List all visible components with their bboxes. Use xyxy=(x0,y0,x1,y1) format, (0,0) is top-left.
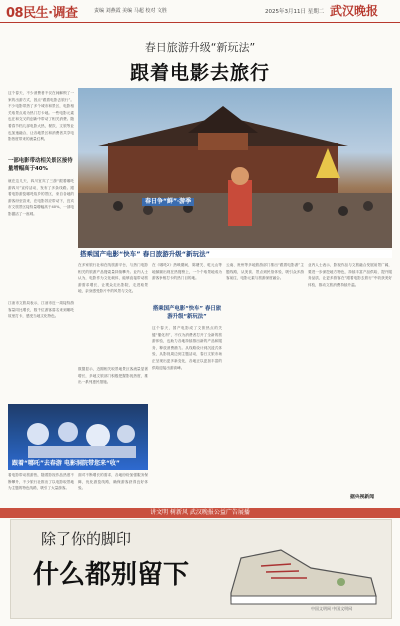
column-bottom-1: 看电影带动旅游热，随着影视作品热度不断攀升，不少旅行社推出了以电影取景地为主题的特色线路，吸引了大量游客。 xyxy=(8,473,74,491)
page-header xyxy=(0,0,400,23)
issue-date: 2025年3月11日 星期二 xyxy=(265,9,325,15)
subheading-1: 一部电影带动相关景区接待量增幅高于40% xyxy=(8,158,73,172)
ad-line-1: 除了你的脚印 xyxy=(41,530,132,548)
main-photo xyxy=(78,88,392,248)
column-1-body: 就在这几天，四川宜宾了三游“跟着哪吒游四川”宣传活动，发布了多条线路。跟着电影游览哪吒故乡的景区，来自各地的游客纷至沓来，在电影效应带动下，宜宾市文旅景区接待量增幅高于40%，一部电影激活了一座城。 xyxy=(8,179,74,216)
section-title: 08民生·调查 xyxy=(6,6,78,21)
main-caption: 搭乘国产电影“快车” 春日旅游升级“新玩法” xyxy=(80,250,392,258)
paper-logo: 武汉晚报 xyxy=(330,4,379,18)
secondary-photo-caption: 跟着“哪吒”去春游 电影洞院带您来“收” xyxy=(12,460,120,467)
column-bottom-3: 面对不断增长的需求，各地纷纷加强服务保障，优化游览线路，确保游客获得良好体验。 xyxy=(78,473,148,491)
article-source: 据央视新闻 xyxy=(350,495,374,500)
column-1-intro: 这个春天，不少消费者不仅在间解锁了一家的出游方式，因点“跟着电影去旅行”。不少电影带热了多个城市和景区，电影相关取景点成为热门打卡地。一些电影元素也在和交叉的创新中带动了相关消费。随着春节档几部电影大热，餐饮、文旅等业也加速融合，让各地景区和消费者共享电影热度带来的流量红利。 xyxy=(8,91,74,142)
subheading-2: 搭乘国产电影“快车” 春日旅游升级“新玩法” xyxy=(152,306,222,320)
ad-footer: 中国文明网 中国文明网 xyxy=(311,606,353,611)
article-kicker: 春日旅游升级“新玩法” xyxy=(144,41,256,54)
public-service-ad xyxy=(10,519,392,619)
column-6: 业内人士表示，影视作品与文旅融合发展前景广阔，要进一步深挖地方特色，持续丰富产品供给，提升服务品质，让更多游客在“跟着电影去旅行”中收获美好体验，推动文旅消费持续升温。 xyxy=(308,263,392,287)
ad-banner: 讲文明 树新风 武汉晚报公益广告展播 xyxy=(0,508,400,518)
column-4: 这个春天，国产电影成了文旅热点的关键“催化剂”，不仅为消费者打开了全新的旅游体验，也助力各地持续推出新的产品和服务，释放消费潜力。从线路设计到沉浸式体验，从影视周边到主题活动，春日文旅市场正呈现出更多新变化，各地正以更加丰富的供给迎接出游高峰。 xyxy=(152,326,222,370)
sneaker-illustration xyxy=(221,538,381,610)
main-photo-scene xyxy=(78,88,392,248)
column-bottom-2: 数据显示，近期相关取景地景区客流量显著增长，多地文旅部门积极把握影视热度，推出一系列惠民措施。 xyxy=(78,367,148,385)
ad-line-2: 什么都别留下 xyxy=(33,560,190,590)
main-photo-caption: 春日争“鲜”·游季 xyxy=(142,198,194,206)
article-headline: 跟着电影去旅行 xyxy=(129,62,270,84)
column-5: 云南、贵州等多地旅游部门推出“跟着电影游”主题线路，从美食、景点到民俗体验，吸引众多游客前往，电影元素与旅游深度融合。 xyxy=(226,263,304,281)
column-2-mid: 在《哪吒2》热映期间，陈塘关、乾元山等地频频出现在热搜榜上，一个个取景地成为游客争相打卡的热门目的地。 xyxy=(152,263,222,281)
column-3: 在多家旅行社和在线旅游平台，与热门电影相关的旅游产品搜索量持续攀升。业内人士认为，电影作为文化载体，能够直接带动旅游需求增长，让观众走出影院，走进取景地，亲身感受影片中的风景与文化。 xyxy=(78,263,148,294)
editors-credit: 责编 刘燕霞 美编 马超 校对 文胜 xyxy=(94,8,167,14)
column-2-top: 江油市文旅局表示，江油市近一周接待游客量同比增长，数千位游客慕名来到哪吒故里打卡，感受当地文化特色。 xyxy=(8,301,74,319)
